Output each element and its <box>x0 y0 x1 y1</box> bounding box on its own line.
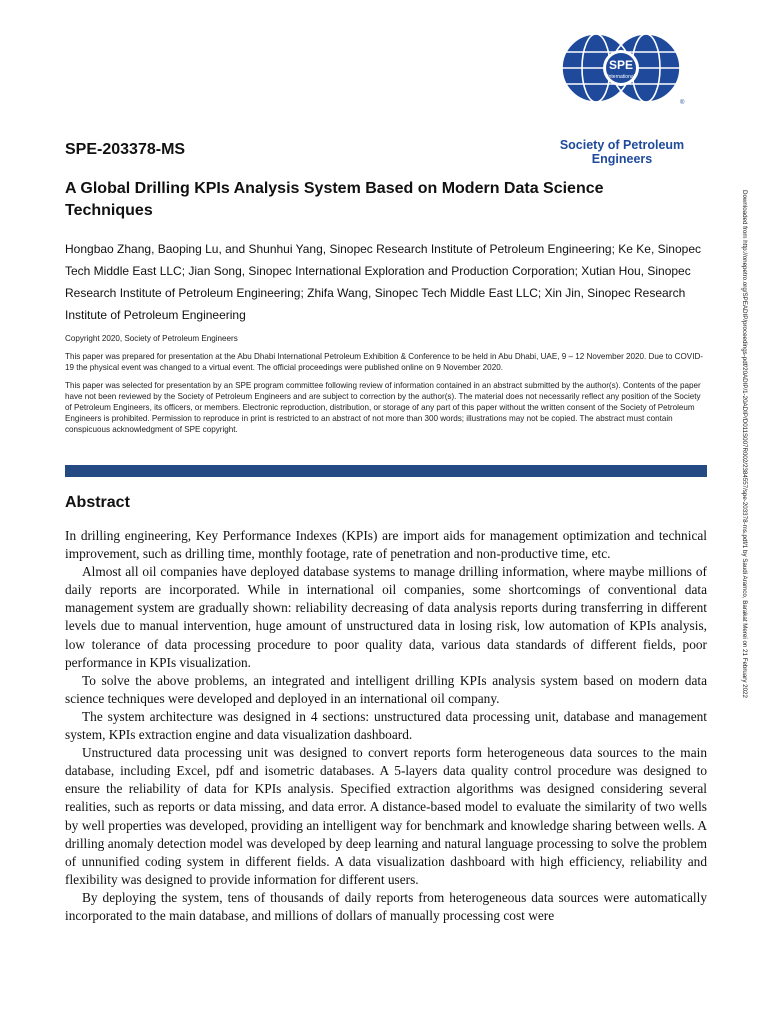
copyright-notices <box>65 333 707 442</box>
globe-icon <box>556 30 686 134</box>
author-list: Hongbao Zhang, Baoping Lu, and Shunhui Yang, Sinopec Research Institute of Petroleum Engineering; Ke Ke, Sinopec Tech Middle East LLC; Jian Song, Sinopec International Exploration and Production Corporation; Xutian Hou, Sinopec Research Institute of Petroleum Engineering; Zhifa Wang, Sinopec Tech Middle East LLC; Xin Jin, Sinopec Research Institute of Petroleum Engineering <box>65 242 701 322</box>
abstract-paragraph: To solve the above problems, an integrated and intelligent drilling KPIs analysis system based on modern data science techniques were developed and deployed in an international oil company. <box>65 672 707 706</box>
abstract-paragraph: The system architecture was designed in 4 sections: unstructured data processing unit, database and management system, KPIs extraction engine and data visualization dashboard. <box>65 708 707 743</box>
section-divider <box>65 465 707 477</box>
abstract-heading: Abstract <box>65 494 130 511</box>
paper-number: SPE-203378-MS <box>65 141 186 158</box>
download-watermark: Downloaded from http://onepetro.org/SPEADIP/proceedings-pdf/20ADIP/1-20ADIP/D011S007R002/2384557/spe-203378-ms.pdf/1 by Saudi Aramco, Barakat Merei on 21 February 2022 <box>741 190 748 698</box>
logo-subtext: International <box>607 74 635 80</box>
registered-mark: ® <box>680 100 685 106</box>
spe-logo <box>538 30 706 166</box>
review-notice: This paper was selected for presentation by an SPE program committee following review of information contained in an abstract submitted by the author(s). Contents of the paper have not been reviewed by the Society of Petroleum Engineers and are subject to correction by the author(s). The material does not necessarily reflect any position of the Society of Petroleum Engineers, its officers, or members. Electronic reproduction, distribution, or storage of any part of this paper without the written consent of the Society of Petroleum Engineers is prohibited. Permission to reproduce in print is restricted to an abstract of not more than 300 words; illustrations may not be copied. The abstract must contain conspicuous acknowledgment of SPE copyright. <box>65 381 701 434</box>
presentation-notice: This paper was prepared for presentation at the Abu Dhabi International Petroleum Exhibition & Conference to be held in Abu Dhabi, UAE, 9 – 12 November 2020. Due to COVID-19 the physical event was changed to a virtual event. The official proceedings were published online on 9 November 2020. <box>65 352 703 372</box>
abstract-paragraph: In drilling engineering, Key Performance Indexes (KPIs) are import aids for management optimization and technical improvement, such as drilling time, monthly footage, rate of penetration and non-productive time, etc. <box>65 528 707 562</box>
paper-title: A Global Drilling KPIs Analysis System Based on Modern Data Science Techniques <box>65 180 604 219</box>
copyright-line: Copyright 2020, Society of Petroleum Engineers <box>65 334 238 343</box>
abstract-body <box>65 527 707 925</box>
abstract-paragraph: Almost all oil companies have deployed database systems to manage drilling information, where maybe millions of daily reports are incorporated. While in international oil companies, some shortcomings of conventional data management system are gradually shown: reliability decreasing of data analysis reports during transferring in different levels due to manual intervention, huge amount of unstructured data in losing risk, low automation of KPIs analysis, low tolerance of data processing procedure to poor quality data, various data standards of different fields, poor performance in KPIs visualization. <box>65 564 707 670</box>
logo-text: SPE <box>608 58 634 72</box>
abstract-paragraph: Unstructured data processing unit was designed to convert reports form heterogeneous data sources to the main database, including Excel, pdf and isometric databases. A 5-layers data quality control procedure was designed to ensure the reliability of data for KPIs analysis. Specified extraction algorithms was designed considering several realities, such as reports or data missing, and data error. A distance-based model to evaluate the similarity of two wells by well properties was developed, providing an intelligent way for benchmark and knowledge sharing between wells. A drilling anomaly detection model was developed by deep learning and natural language processing to solve the problem of unnunified coding system in different fields. A data visualization dashboard with high efficiency, reliability and flexibility was designed to provide information for different users. <box>65 745 707 887</box>
abstract-paragraph: By deploying the system, tens of thousands of daily reports from heterogeneous data sources were automatically incorporated to the main database, and millions of dollars of manually processing cost were <box>65 889 707 923</box>
organization-name: Society of Petroleum Engineers <box>559 138 685 166</box>
